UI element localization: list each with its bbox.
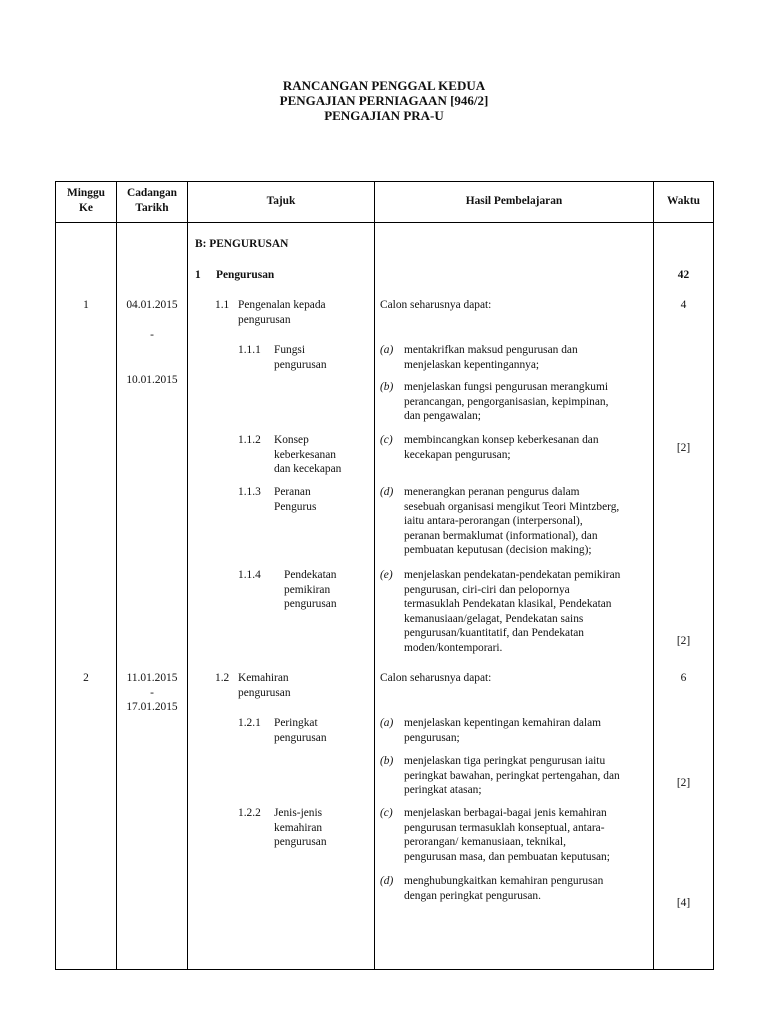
outcome-text: menjelaskan kepentingan kemahiran dalam pengurusan; bbox=[404, 717, 602, 744]
outcome-text: menjelaskan pendekatan-pendekatan pemikiran pengurusan, ciri-ciri dan pelopornya termasuklah Pendekatan klasikal, Pendekatan kemanusiaan/gelagat, Pendekatan sains pengurusan/kuantitatif, dan Pendekatan moden/kontemporari. bbox=[404, 569, 621, 654]
header-hasil: Hasil Pembelajaran bbox=[465, 195, 563, 207]
date-separator: - bbox=[150, 329, 154, 341]
subtopic-hours: 4 bbox=[680, 299, 687, 311]
subsubtopic-title: Fungsi pengurusan bbox=[274, 344, 327, 371]
doc-title-line-3: PENGAJIAN PRA-U bbox=[324, 108, 444, 123]
outcome-text: menjelaskan tiga peringkat pengurusan iaitu peringkat bawahan, peringkat pertengahan, dan peringkat atasan; bbox=[404, 755, 620, 796]
header-tajuk: Tajuk bbox=[266, 195, 296, 207]
header-minggu: Minggu Ke bbox=[67, 187, 105, 214]
doc-title-line-1: RANCANGAN PENGGAL KEDUA bbox=[282, 78, 486, 93]
subsubtopic-title: Jenis-jenis kemahiran pengurusan bbox=[274, 807, 327, 848]
outcome-letter: (b) bbox=[380, 381, 394, 393]
subtopic-num: 1.1 bbox=[215, 299, 230, 311]
subtopic-title: Kemahiran pengurusan bbox=[238, 672, 291, 699]
subsubtopic-num: 1.2.1 bbox=[238, 717, 261, 729]
date-start: 04.01.2015 bbox=[126, 299, 178, 311]
outcome-letter: (e) bbox=[380, 569, 393, 581]
outcome-letter: (d) bbox=[380, 875, 394, 887]
date-end: 17.01.2015 bbox=[126, 701, 178, 713]
subtopic-num: 1.2 bbox=[215, 672, 230, 684]
outcome-letter: (c) bbox=[380, 807, 393, 819]
topic-num: 1 bbox=[195, 269, 201, 281]
waktu-mark: [2] bbox=[676, 777, 691, 789]
waktu-mark: [2] bbox=[676, 442, 691, 454]
subsubtopic-num: 1.1.3 bbox=[238, 486, 261, 498]
outcome-text: menjelaskan fungsi pengurusan merangkumi perancangan, pengorganisasian, kepimpinan, dan pengawalan; bbox=[404, 381, 609, 422]
outcome-letter: (a) bbox=[380, 344, 394, 356]
week-number: 2 bbox=[83, 672, 89, 684]
subsubtopic-num: 1.1.1 bbox=[238, 344, 261, 356]
outcome-text: menghubungkaitkan kemahiran pengurusan dengan peringkat pengurusan. bbox=[404, 875, 604, 902]
outcome-text: membincangkan konsep keberkesanan dan kecekapan pengurusan; bbox=[404, 434, 599, 461]
date-start: 11.01.2015 bbox=[126, 672, 178, 684]
date-separator: - bbox=[150, 687, 154, 699]
doc-title-line-2: PENGAJIAN PERNIAGAAN [946/2] bbox=[279, 93, 489, 108]
waktu-mark: [4] bbox=[676, 897, 691, 909]
topic-hours: 42 bbox=[677, 269, 690, 281]
header-tarikh: Cadangan Tarikh bbox=[126, 187, 177, 214]
outcome-letter: (d) bbox=[380, 486, 394, 498]
outcome-text: mentakrifkan maksud pengurusan dan menjelaskan kepentingannya; bbox=[404, 344, 578, 371]
subsubtopic-title: Konsep keberkesanan dan kecekapan bbox=[274, 434, 342, 475]
outcome-letter: (c) bbox=[380, 434, 393, 446]
week-number: 1 bbox=[83, 299, 89, 311]
section-title: B: PENGURUSAN bbox=[195, 238, 289, 250]
subtopic-title: Pengenalan kepada pengurusan bbox=[238, 299, 326, 326]
outcome-letter: (a) bbox=[380, 717, 394, 729]
outcome-text: menjelaskan berbagai-bagai jenis kemahiran pengurusan termasuklah konseptual, antara- perorangan/ kemanusiaan, teknikal, pengurusan masa, dan pembuatan keputusan; bbox=[404, 807, 610, 863]
subsubtopic-title: Pendekatan pemikiran pengurusan bbox=[284, 569, 337, 610]
topic-title: Pengurusan bbox=[216, 269, 275, 281]
subsubtopic-num: 1.1.4 bbox=[238, 569, 261, 581]
subsubtopic-num: 1.1.2 bbox=[238, 434, 261, 446]
header-waktu: Waktu bbox=[667, 195, 700, 207]
outcomes-intro: Calon seharusnya dapat: bbox=[380, 672, 492, 684]
outcome-text: menerangkan peranan pengurus dalam sesebuah organisasi mengikut Teori Mintzberg, iaitu antara-perorangan (interpersonal), peranan bermaklumat (informational), dan pembuatan keputusan (decision making); bbox=[404, 486, 620, 556]
subsubtopic-title: Peringkat pengurusan bbox=[274, 717, 327, 744]
subtopic-hours: 6 bbox=[680, 672, 687, 684]
outcome-letter: (b) bbox=[380, 755, 394, 767]
subsubtopic-num: 1.2.2 bbox=[238, 807, 261, 819]
outcomes-intro: Calon seharusnya dapat: bbox=[380, 299, 492, 311]
subsubtopic-title: Peranan Pengurus bbox=[274, 486, 317, 513]
date-end: 10.01.2015 bbox=[126, 374, 178, 386]
waktu-mark: [2] bbox=[676, 635, 691, 647]
